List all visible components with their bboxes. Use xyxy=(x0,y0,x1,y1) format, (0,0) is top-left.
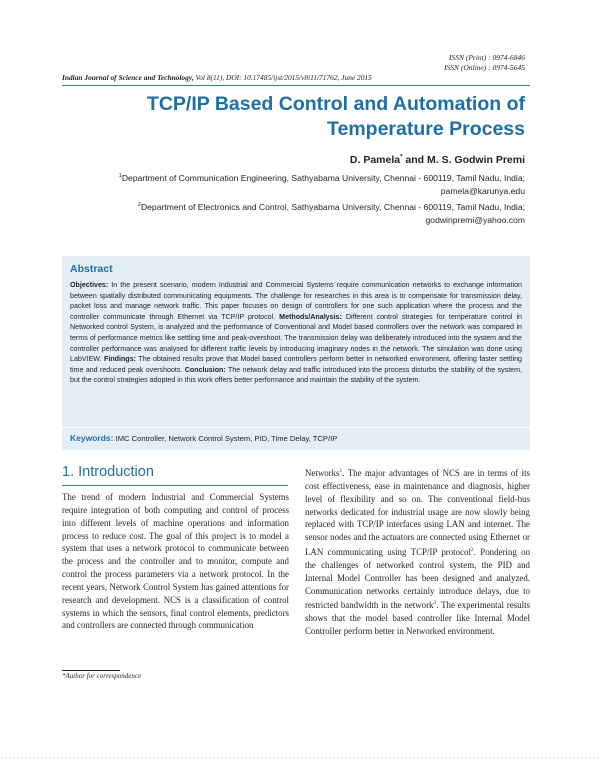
affiliation-2 xyxy=(55,199,525,214)
author-connector: and xyxy=(402,154,427,166)
methods-label: Methods/Analysis: xyxy=(279,312,342,321)
affiliation-marker: 2 xyxy=(137,201,141,208)
header-rule xyxy=(62,85,530,86)
section-heading-rule xyxy=(62,485,288,486)
paper-title-line-2: Temperature Process xyxy=(327,118,525,140)
issn-print: ISSN (Print) : 0974-6846 xyxy=(448,53,525,62)
affiliations xyxy=(55,170,525,228)
abstract-box xyxy=(62,256,530,450)
affiliation-text: Department of Electronics and Control, Sathyabama University, Chennai - 600119, Tamil Nadu, India; xyxy=(140,201,525,212)
intro-text-part-2: . The major advantages of NCS are in terms of its cost effectiveness, ease in maintenance and diagnosis, higher level of flexibility and so on. The conventional field-bus networks dedicated for industrial usage are now slowly being replaced with TCP/IP interfaces using LAN and internet. The sensor nodes and the actuators are connected using Ethernet or LAN communicating using TCP/IP protocol xyxy=(305,467,530,557)
objectives-text: In the present scenario, modern Industrial and Commercial Systems require communication networks to exchange information between spatially distributed communicating equipments. The challenge for researches in this area is to compensate for transmission delay, packet loss and manage network traffic. This paper focuses on design of controllers for one such application where the process and the controller communicate through Ethernet via TCP/IP protocol. xyxy=(70,281,522,321)
issn-online: ISSN (Online) : 0974-5645 xyxy=(443,63,525,72)
abstract-heading: Abstract xyxy=(70,263,113,275)
author-1: D. Pamela xyxy=(349,154,401,166)
authors-line xyxy=(350,154,525,166)
objectives-label: Objectives: xyxy=(70,281,109,289)
intro-text-part-4: . The experimental results shows that the model based controller like Internal Model Controller perform better in Networked environment. xyxy=(305,600,530,637)
keywords-text: IMC Controller, Network Control System, PID, Time Delay, TCP/IP xyxy=(113,434,338,443)
author-2: M. S. Godwin Premi xyxy=(426,154,525,166)
intro-text-part-1: Networks xyxy=(305,467,340,478)
intro-text-part-3: . Pondering on the challenges of networked control system, the PID and Internal Model Controller has been designed and analyzed. Communication networks certainly introduce delays, due to restricted bandwidth in the network xyxy=(305,547,531,611)
journal-name: Indian Journal of Science and Technology, xyxy=(62,73,194,82)
issn-block xyxy=(444,53,525,73)
journal-citation-line xyxy=(62,73,530,82)
conclusion-text: The network delay and traffic introduced into the process disturbs the stability of the system, but the control strategies adopted in this work offers better performance and maintain the stability of the system. xyxy=(70,365,523,385)
keywords-label: Keywords: xyxy=(70,433,114,443)
findings-label: Findings: xyxy=(104,355,136,364)
citation-ref-1: 1 xyxy=(339,468,343,474)
section-heading-introduction: 1. Introduction xyxy=(62,464,154,480)
page-bottom-dotted-border xyxy=(0,757,600,759)
affiliation-marker: 1 xyxy=(118,173,122,179)
affiliation-1-email: pamela@karunya.edu xyxy=(440,186,525,197)
correspondence-footnote: *Author for correspondence xyxy=(62,672,142,680)
citation-ref-3: 3 xyxy=(433,600,437,607)
affiliation-2-email: godwinpremi@yahoo.com xyxy=(425,215,525,226)
citation-ref-2: 2 xyxy=(470,547,474,554)
affiliation-1 xyxy=(55,170,525,185)
footnote-rule xyxy=(62,670,120,671)
intro-right-column xyxy=(305,465,530,638)
methods-text: Different control strategies for temperature control in Networked control System, is analyzed and the performance of Conventional and Model based controllers over the network was compared in terms of performance metrics like settling time and peak-overshoot. The transmission delay was deliberately introduced into the system and the controller performance was analysed for different traffic levels by introducing imaginary nodes in the network. The simulation was done using LabVIEW. xyxy=(70,312,522,364)
journal-citation: Vol 8(11), DOI: 10.17485/ijst/2015/v8i11/71762, June 2015 xyxy=(193,73,372,82)
findings-text: The obtained results prove that Model based controllers perform better in networked environment, offering faster settling time and reduced peak overshoots. xyxy=(70,355,523,374)
corresponding-mark: * xyxy=(400,154,403,161)
keywords-separator xyxy=(62,427,530,428)
keywords-line xyxy=(70,433,337,443)
abstract-body xyxy=(70,280,522,386)
intro-left-column: The trend of modern Industrial and Commercial Systems require integration of both computing and control of process into different levels of machine operations and information process to reduce cost. The goal of this project is to model a system that uses a network protocol to communicate between the process and the controller and to monitor, compute and control the process parameters via a network protocol. In the recent years, Network Control System has gained attentions for research and development. NCS is a classification of control systems in which the sensors, final control elements, predictors and controllers are connected through communication xyxy=(62,492,289,631)
affiliation-text: Department of Communication Engineering, Sathyabama University, Chennai - 600119, Tamil Nadu, India; xyxy=(121,172,525,183)
paper-title-line-1: TCP/IP Based Control and Automation of xyxy=(146,93,525,115)
paper-title xyxy=(105,92,525,142)
conclusion-label: Conclusion: xyxy=(184,365,226,374)
